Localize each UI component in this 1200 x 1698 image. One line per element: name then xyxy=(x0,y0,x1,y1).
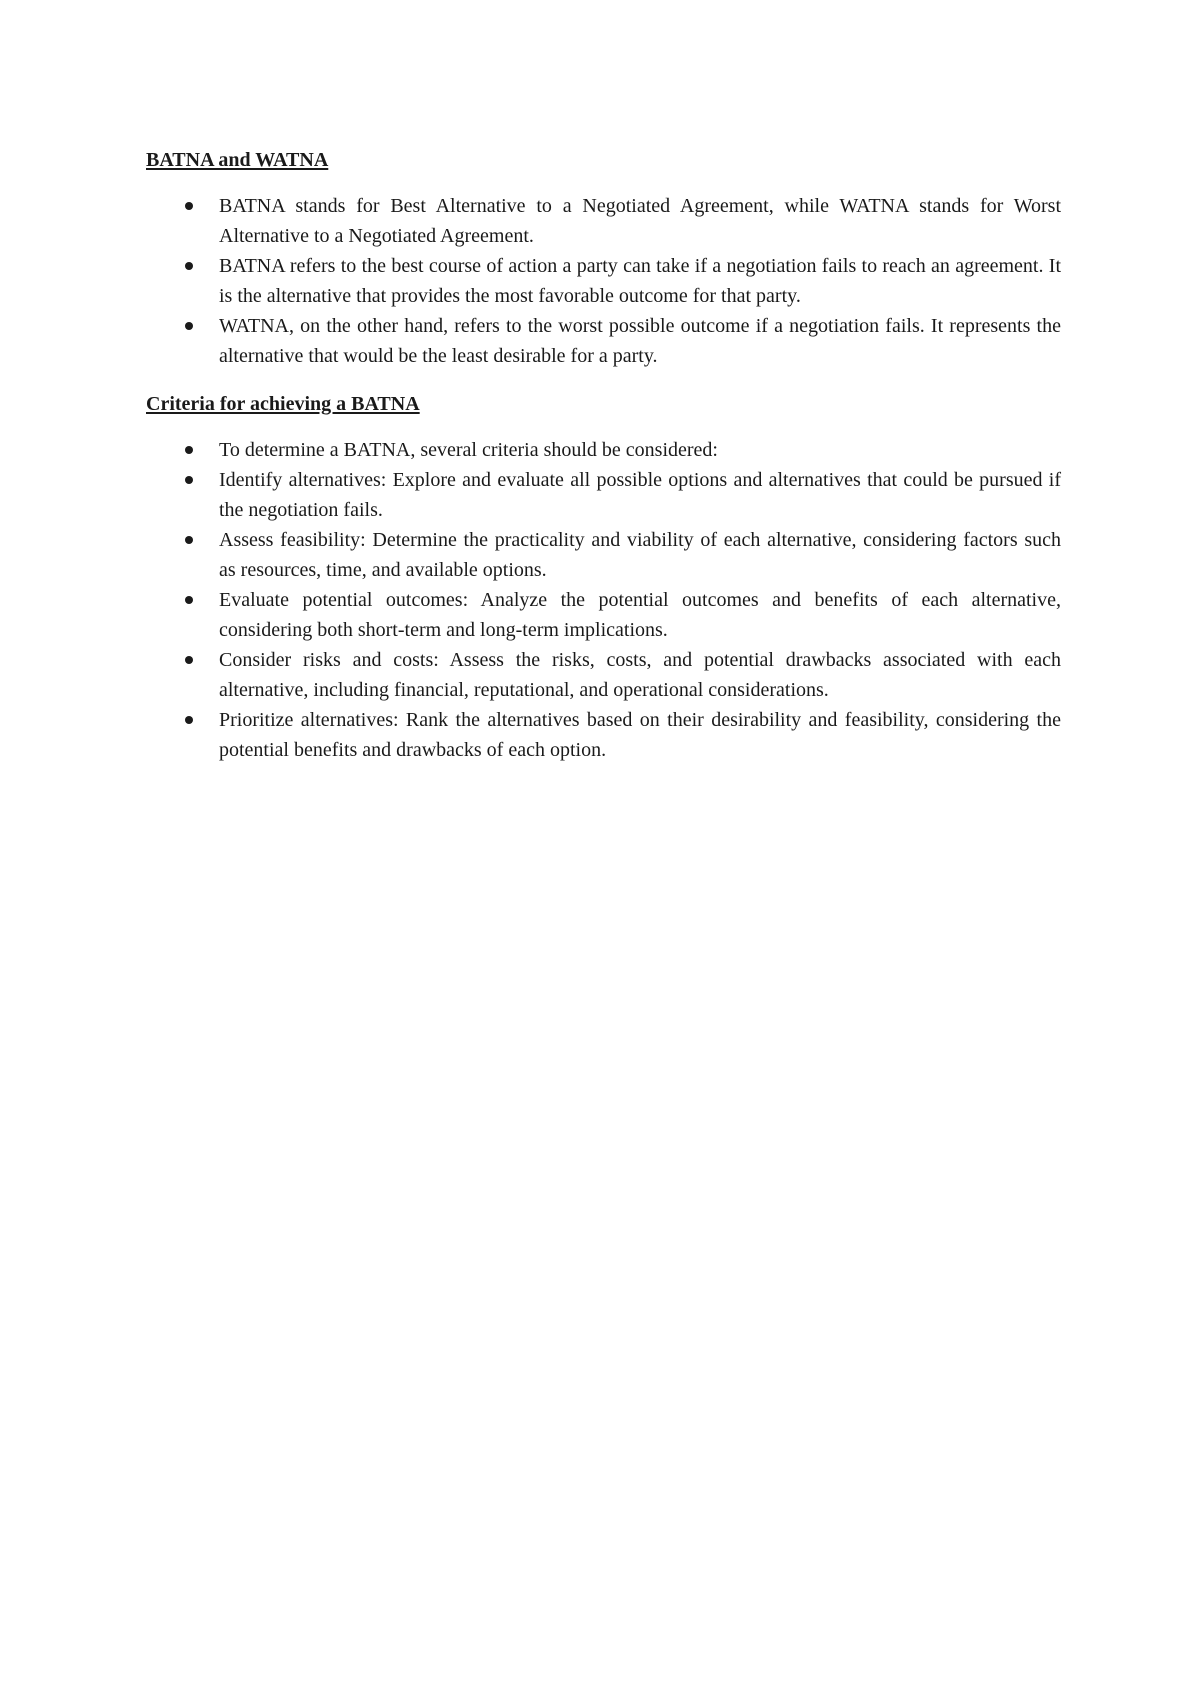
list-item xyxy=(146,251,1061,311)
list-item-text: Evaluate potential outcomes: Analyze the potential outcomes and benefits of each alternative, considering both short-term and long-term implications. xyxy=(219,589,1061,641)
bullet-icon xyxy=(185,322,193,330)
section-heading: BATNA and WATNA xyxy=(146,149,329,171)
list-item-text: Prioritize alternatives: Rank the alternatives based on their desirability and feasibility, considering the potential benefits and drawbacks of each option. xyxy=(219,709,1061,761)
list-item xyxy=(146,645,1061,705)
bullet-icon xyxy=(185,446,193,454)
bullet-icon xyxy=(185,536,193,544)
bullet-icon xyxy=(185,716,193,724)
bullet-icon xyxy=(185,596,193,604)
list-item-text: Assess feasibility: Determine the practicality and viability of each alternative, considering factors such as resources, time, and available options. xyxy=(219,529,1061,581)
bullet-icon xyxy=(185,202,193,210)
bullet-list xyxy=(146,191,1061,371)
list-item xyxy=(146,191,1061,251)
section-criteria xyxy=(146,389,1061,765)
list-item-text: BATNA stands for Best Alternative to a Negotiated Agreement, while WATNA stands for Worst Alternative to a Negotiated Agreement. xyxy=(219,195,1061,247)
list-item-text: WATNA, on the other hand, refers to the worst possible outcome if a negotiation fails. It represents the alternative that would be the least desirable for a party. xyxy=(219,315,1061,367)
section-batna-watna xyxy=(146,145,1061,371)
bullet-list xyxy=(146,435,1061,765)
section-heading: Criteria for achieving a BATNA xyxy=(146,393,420,415)
bullet-icon xyxy=(185,656,193,664)
list-item xyxy=(146,311,1061,371)
list-item xyxy=(146,465,1061,525)
list-item-text: Consider risks and costs: Assess the risks, costs, and potential drawbacks associated with each alternative, including financial, reputational, and operational considerations. xyxy=(219,649,1061,701)
list-item xyxy=(146,585,1061,645)
document-body xyxy=(146,145,1061,765)
list-item xyxy=(146,435,1061,465)
list-item xyxy=(146,705,1061,765)
list-item-text: To determine a BATNA, several criteria should be considered: xyxy=(219,439,718,461)
bullet-icon xyxy=(185,476,193,484)
list-item-text: BATNA refers to the best course of action a party can take if a negotiation fails to reach an agreement. It is the alternative that provides the most favorable outcome for that party. xyxy=(219,255,1061,307)
list-item-text: Identify alternatives: Explore and evaluate all possible options and alternatives that could be pursued if the negotiation fails. xyxy=(219,469,1061,521)
bullet-icon xyxy=(185,262,193,270)
list-item xyxy=(146,525,1061,585)
